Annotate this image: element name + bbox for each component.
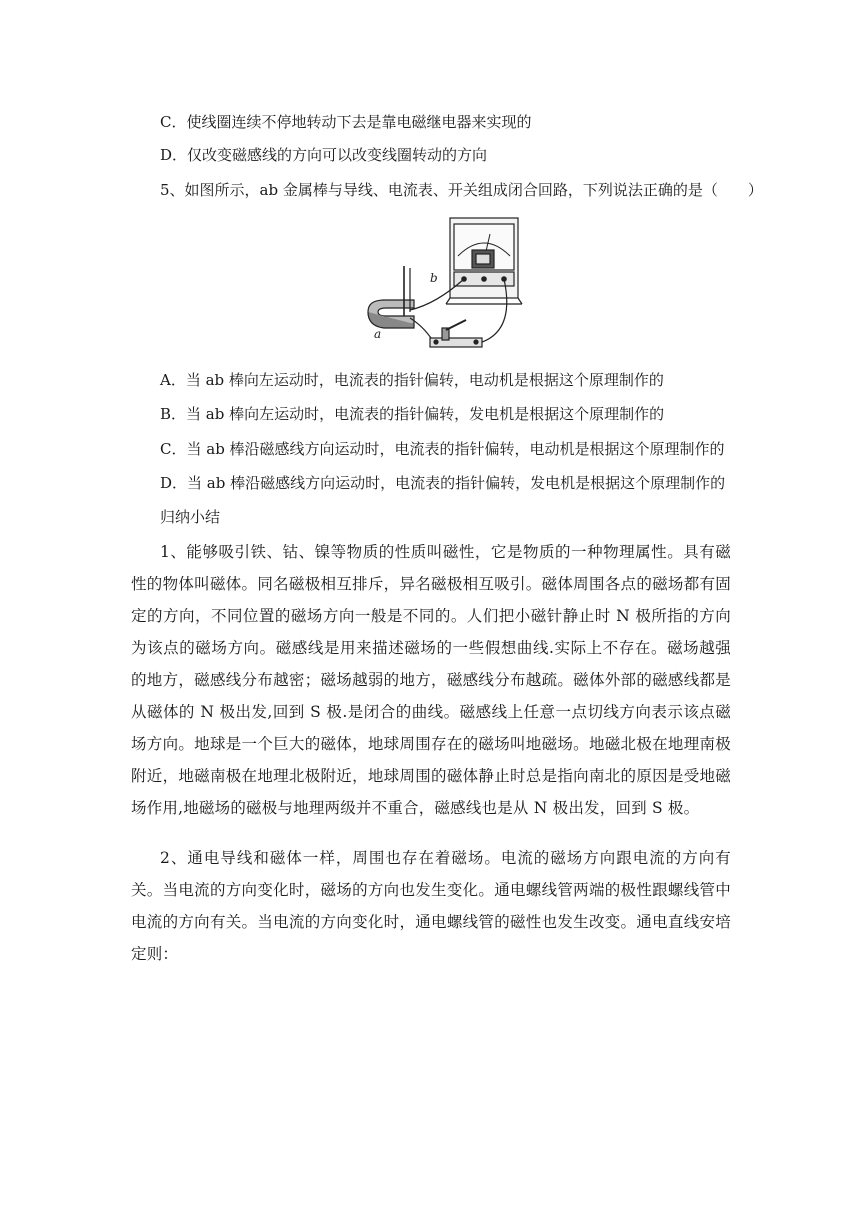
q5-option-b: B．当 ab 棒向左运动时，电流表的指针偏转，发电机是根据这个原理制作的 <box>160 405 665 423</box>
label-b: b <box>430 271 438 285</box>
circuit-figure <box>366 216 548 352</box>
q4-option-c: C．使线圈连续不停地转动下去是靠电磁继电器来实现的 <box>160 113 532 131</box>
q5-option-d: D．当 ab 棒沿磁感线方向运动时，电流表的指针偏转，发电机是根据这个原理制作的 <box>160 474 726 492</box>
q4-option-d: D．仅改变磁感线的方向可以改变线圈转动的方向 <box>160 146 488 164</box>
q5-option-c: C．当 ab 棒沿磁感线方向运动时，电流表的指针偏转，电动机是根据这个原理制作的 <box>160 440 725 458</box>
summary-paragraph-2: 2、通电导线和磁体一样，周围也存在着磁场。电流的磁场方向跟电流的方向有关。当电流的方向变化时，磁场的方向也发生变化。通电螺线管两端的极性跟螺线管中电流的方向有关。当电流的方向变化时，通电螺线管的磁性也发生改变。通电直线安培定则： <box>131 849 731 963</box>
summary-heading: 归纳小结 <box>160 508 221 526</box>
summary-paragraph-1: 1、能够吸引铁、钴、镍等物质的性质叫磁性，它是物质的一种物理属性。具有磁性的物体叫磁体。同名磁极相互排斥，异名磁极相互吸引。磁体周围各点的磁场都有固定的方向，不同位置的磁场方向一般是不同的。人们把小磁针静止时 N 极所指的方向为该点的磁场方向。磁感线是用来描述磁场的一些假想曲线.实际上不存在。磁场越强的地方，磁感线分布越密；磁场越弱的地方，磁感线分布越疏。磁体外部的磁感线都是从磁体的 N 极出发,回到 S 极.是闭合的曲线。磁感线上任意一点切线方向表示该点磁场方向。地球是一个巨大的磁体，地球周围存在的磁场叫地磁场。地磁北极在地理南极附近，地磁南极在地理北极附近，地球周围的磁体静止时总是指向南北的原因是受地磁场作用,地磁场的磁极与地理两级并不重合，磁感线也是从 N 极出发，回到 S 极。 <box>131 543 731 817</box>
q5-stem: 5、如图所示，ab 金属棒与导线、电流表、开关组成闭合回路，下列说法正确的是（ ） <box>160 181 763 199</box>
q5-option-a: A．当 ab 棒向左运动时，电流表的指针偏转，电动机是根据这个原理制作的 <box>160 371 664 389</box>
label-a: a <box>374 327 382 341</box>
